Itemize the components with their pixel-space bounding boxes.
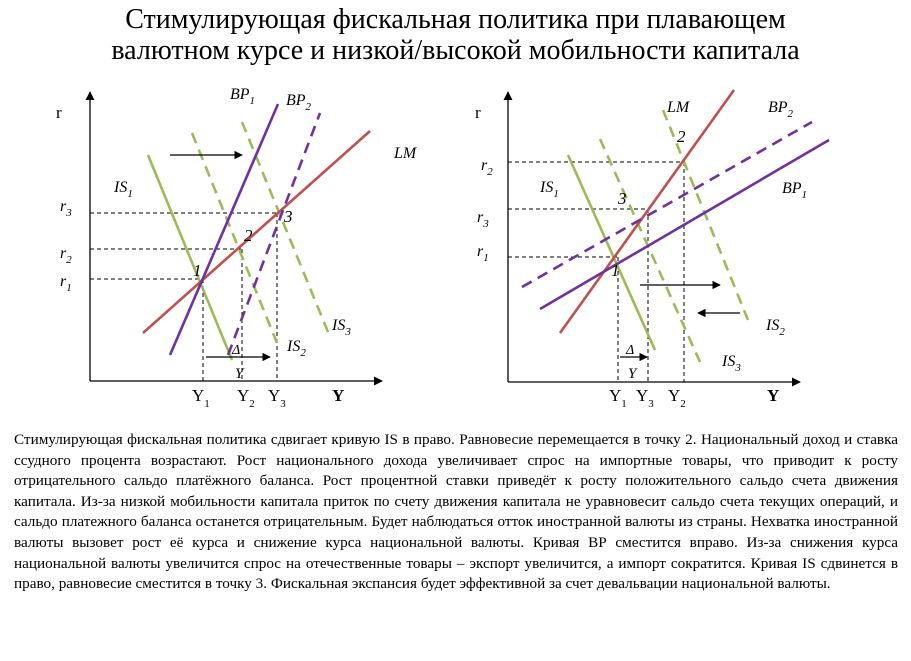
right-y2-label: $Y_2$: [668, 386, 686, 410]
left-point-3: 3: [284, 207, 293, 226]
right-is1-label: $IS_1$: [540, 179, 559, 200]
right-diagram: [475, 90, 829, 410]
right-bp2-curve: [522, 122, 812, 287]
right-r2-label: $r_2$: [481, 157, 493, 178]
right-bp1-label: $BP_1$: [782, 180, 808, 201]
left-bp1-label: $BP_1$: [230, 86, 256, 107]
right-is3-label: $IS_3$: [722, 353, 741, 374]
right-y3-label: $Y_3$: [636, 386, 654, 410]
left-delta-label: Δ: [232, 343, 241, 358]
left-is2-curve: [192, 133, 277, 343]
left-r3-label: $r_3$: [60, 198, 72, 219]
right-lm-label: LM: [667, 99, 690, 116]
right-point-3: 3: [618, 189, 627, 208]
right-x-axis-label: Y: [767, 386, 780, 405]
explanation-paragraph: Стимулирующая фискальная политика сдвигает кривую IS в право. Равновесие перемещается в точку 2. Национальный доход и ставка ссудного процента возрастают. Рост национального дохода увеличивает спрос на импортные товары, что приводит к росту отрицательного сальдо платёжного баланса. Рост процентной ставки приведёт к росту положительного сальдо счета движения капитала. Из-за низкой мобильности капитала приток по счету движения капитала не уравновесит сальдо счета текущих операций, и сальдо платежного баланса останется отрицательным. Будет наблюдаться отток иностранной валюты из страны. Нехватка иностранной валюты вызовет рост её курса и снижение курса национальной валюты. Кривая ВР сместится вправо. Из-за снижения курса национальной валюты увеличится спрос на отечественные товары – экспорт увеличится, а импорт сократится. Кривая IS сдвинется в право, равновесие сместится в точку 3. Фискальная экспансия будет эффективной за счет девальвации национальной валюты.: [14, 431, 898, 593]
right-r3-label: $r_3$: [477, 209, 489, 230]
left-y-axis-label: r: [56, 103, 62, 122]
left-r1-label: $r_1$: [60, 273, 72, 294]
right-r1-label: $r_1$: [477, 243, 489, 264]
right-delta-label: Δ: [626, 343, 635, 358]
right-is3-curve: [600, 139, 700, 362]
left-delta-y-label: Y: [235, 366, 244, 382]
left-y1-label: $Y_1$: [192, 386, 210, 410]
title-line-2: валютном курсе и низкой/высокой мобильности капитала: [111, 35, 800, 66]
left-is3-label: $IS_3$: [332, 317, 351, 338]
left-lm-curve: [143, 131, 370, 333]
left-point-2: 2: [244, 226, 253, 245]
title-line-1: Стимулирующая фискальная политика при плавающем: [125, 4, 786, 35]
left-bp2-curve: [228, 113, 320, 355]
right-is1-curve: [568, 155, 655, 350]
left-is2-label: $IS_2$: [287, 338, 306, 359]
right-is2-curve: [663, 110, 748, 320]
left-point-1: 1: [193, 261, 202, 280]
left-is3-curve: [242, 122, 328, 332]
right-y1-label: $Y_1$: [609, 386, 627, 410]
left-bp1-curve: [170, 104, 278, 355]
right-y-axis-label: r: [475, 103, 481, 122]
right-is2-label: $IS_2$: [766, 317, 785, 338]
left-lm-label: LM: [394, 145, 417, 162]
right-point-1: 1: [611, 261, 620, 280]
left-is1-label: $IS_1$: [114, 179, 133, 200]
left-diagram: [56, 86, 418, 410]
left-y3-label: $Y_3$: [268, 386, 286, 410]
left-x-axis-label: Y: [332, 386, 345, 405]
right-delta-y-label: Y: [628, 366, 637, 382]
left-y2-label: $Y_2$: [237, 386, 255, 410]
left-bp2-label: $BP_2$: [286, 92, 312, 113]
left-is1-curve: [148, 155, 232, 360]
left-r2-label: $r_2$: [60, 245, 72, 266]
right-point-2: 2: [677, 127, 686, 146]
right-bp2-label: $BP_2$: [768, 99, 794, 120]
